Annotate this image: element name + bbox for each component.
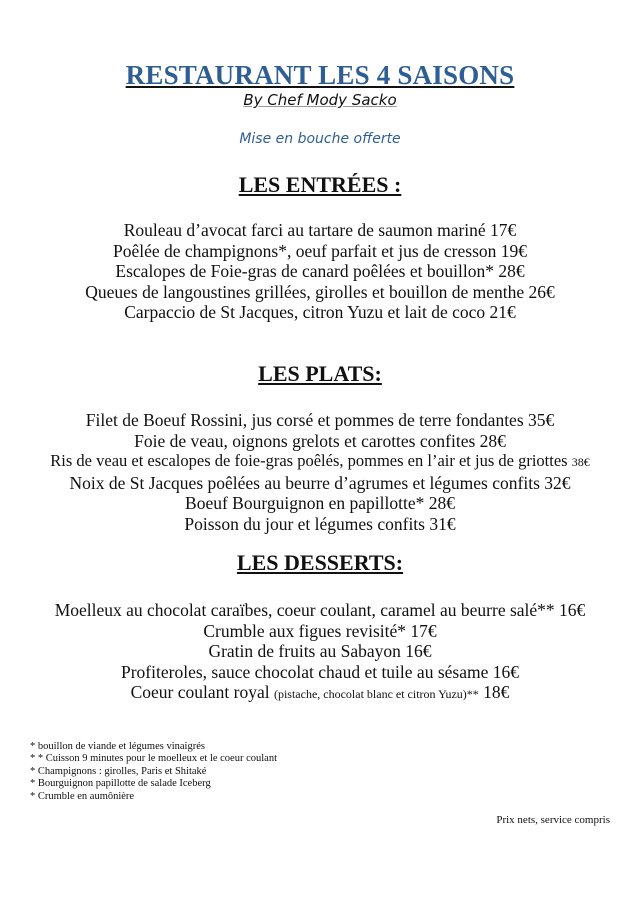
menu-item: Gratin de fruits au Sabayon 16€ — [208, 641, 432, 661]
menu-item — [0, 451, 640, 473]
footnote: * * Cuisson 9 minutes pour le moelleux et le coeur coulant — [30, 753, 277, 765]
menu-item: Crumble aux figues revisité* 17€ — [203, 620, 437, 641]
footnote: * Bourguignon papillotte de salade Iceberg — [30, 778, 211, 790]
menu-item — [0, 682, 640, 705]
menu-item: Foie de veau, oignons grelots et carottes confites 28€ — [134, 430, 506, 451]
menu-item-text: Ris de veau et escalopes de foie-gras poêlés, pommes en l’air et jus de griottes — [50, 451, 568, 470]
menu-item: Noix de St Jacques poêlées au beurre d’agrumes et légumes confits 32€ — [69, 472, 571, 493]
menu-item-price: 18€ — [483, 682, 510, 702]
menu-item: Carpaccio de St Jacques, citron Yuzu et lait de coco 21€ — [124, 302, 516, 322]
entrees-heading: LES ENTRÉES : — [238, 172, 402, 197]
restaurant-title: RESTAURANT LES 4 SAISONS — [125, 60, 515, 90]
desserts-list — [0, 600, 640, 705]
menu-item-text: Coeur coulant royal — [130, 682, 270, 702]
menu-item: Moelleux au chocolat caraïbes, coeur coulant, caramel au beurre salé** 16€ — [54, 600, 586, 620]
menu-item: Profiteroles, sauce chocolat chaud et tuile au sésame 16€ — [121, 661, 519, 682]
menu-item: Queues de langoustines grillées, girolles et bouillon de menthe 26€ — [85, 281, 555, 302]
footnote: * bouillon de viande et légumes vinaigrés — [30, 741, 205, 752]
plats-list — [0, 410, 640, 534]
plats-heading: LES PLATS: — [258, 361, 382, 386]
mise-en-bouche-note: Mise en bouche offerte — [239, 131, 401, 147]
menu-item: Escalopes de Foie-gras de canard poêlées et bouillon* 28€ — [115, 261, 525, 281]
price-note: Prix nets, service compris — [496, 814, 610, 826]
menu-item: Boeuf Bourguignon en papillotte* 28€ — [185, 493, 455, 513]
menu-item: Poisson du jour et légumes confits 31€ — [184, 513, 456, 534]
chef-subtitle: By Chef Mody Sacko — [243, 91, 397, 109]
desserts-heading: LES DESSERTS: — [236, 550, 404, 575]
footnote: * Champignons : girolles, Paris et Shitaké — [30, 765, 207, 777]
menu-item-price: 38€ — [571, 455, 590, 469]
menu-item-detail: (pistache, chocolat blanc et citron Yuzu)** — [273, 687, 479, 701]
footnotes — [30, 741, 277, 803]
menu-item: Filet de Boeuf Rossini, jus corsé et pommes de terre fondantes 35€ — [85, 410, 555, 430]
menu-item: Rouleau d’avocat farci au tartare de saumon mariné 17€ — [123, 220, 517, 240]
menu-item: Poêlée de champignons*, oeuf parfait et jus de cresson 19€ — [112, 240, 528, 261]
footnote: * Crumble en aumônière — [30, 790, 135, 802]
entrees-list — [0, 220, 640, 323]
